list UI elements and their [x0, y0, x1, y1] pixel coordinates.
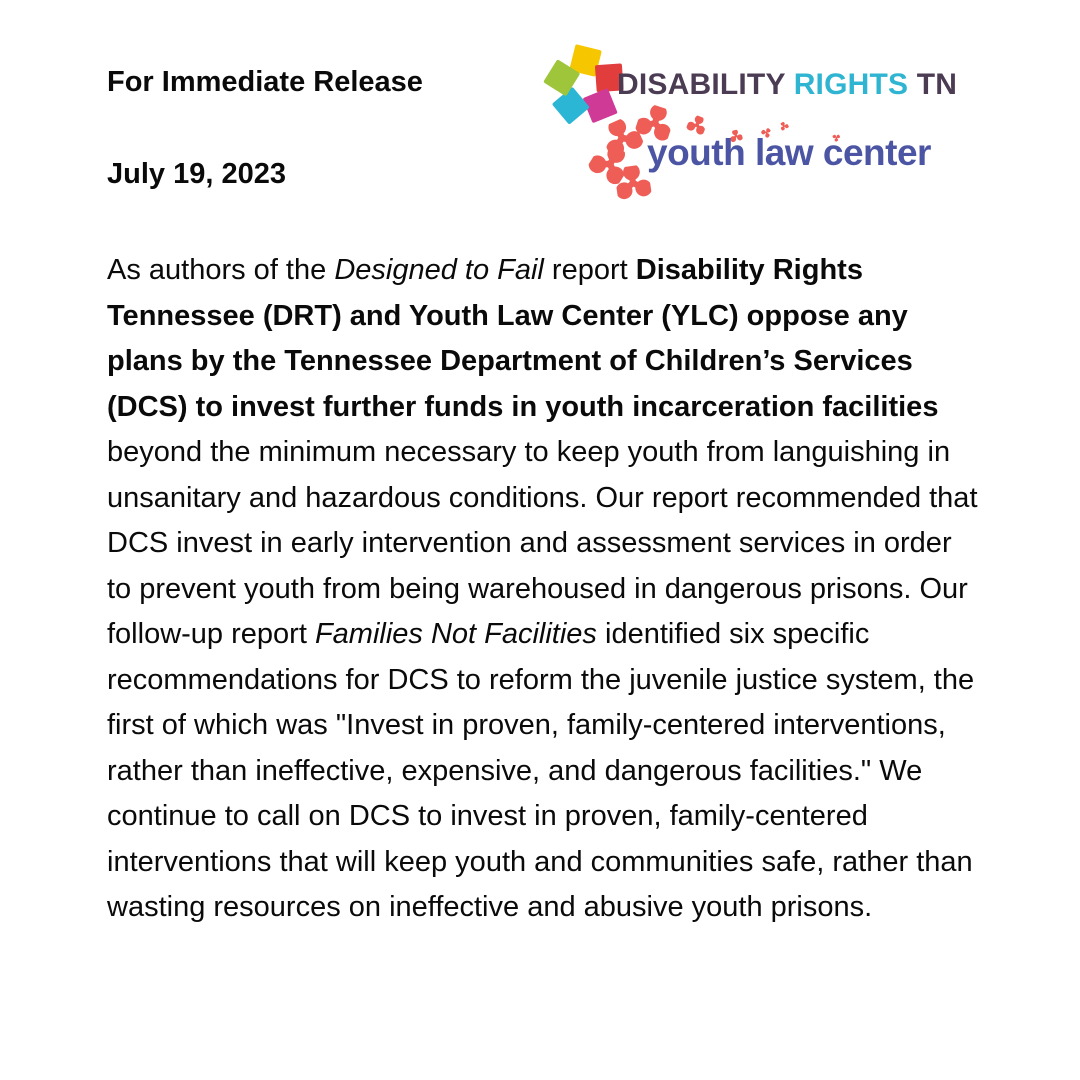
drt-word-disability: DISABILITY: [617, 68, 786, 101]
body-paragraph: [107, 248, 979, 931]
body-text-segment: Disability Rights Tennessee (DRT) and Youth Law Center (YLC) oppose any plans by the Tennessee Department of Children’s Services (DCS) to invest further funds in youth incarceration facilities: [107, 254, 939, 423]
youth-law-center-logo: [590, 106, 930, 202]
release-date: July 19, 2023: [107, 158, 286, 190]
drt-logo-text: [617, 68, 957, 102]
body-text-segment: report: [543, 254, 636, 286]
drt-word-rights: RIGHTS: [793, 68, 909, 101]
body-text-segment: beyond the minimum necessary to keep youth from languishing in unsanitary and hazardous conditions. Our report recommended that DCS invest in early intervention and assessment services in order to prevent youth from being warehoused in dangerous prisons. Our follow-up report: [107, 436, 978, 650]
body-text-segment: identified six specific recommendations for DCS to reform the juvenile justice system, the first of which was "Invest in proven, family-centered interventions, rather than ineffective, expensive, and dangerous facilities." We continue to call on DCS to invest in proven, family-centered interventions that will keep youth and communities safe, rather than wasting resources on ineffective and abusive youth prisons.: [107, 618, 975, 923]
body-text-segment: Families Not Facilities: [314, 618, 597, 650]
release-heading: For Immediate Release: [107, 66, 423, 98]
ylc-logo-text: youth law center: [647, 132, 931, 173]
drt-word-tn: TN: [916, 68, 958, 101]
pinwheel-petal: [551, 86, 589, 124]
body-text-segment: As authors of the: [107, 254, 335, 286]
body-text-segment: Designed to Fail: [334, 254, 544, 286]
molecule-icon: [779, 121, 790, 132]
